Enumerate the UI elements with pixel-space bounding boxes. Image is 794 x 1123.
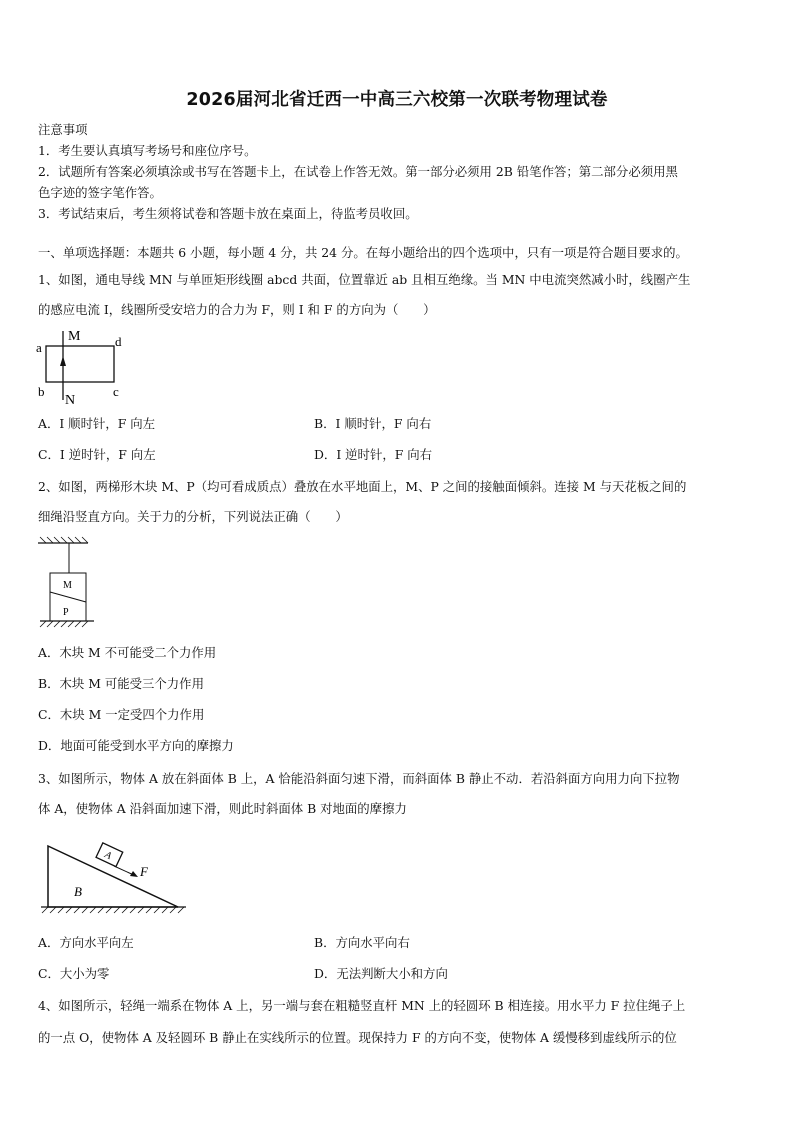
q1-option-a: A．I 顺时针，F 向左: [38, 416, 156, 431]
q3-option-b: B．方向水平向右: [314, 935, 410, 950]
question-1-line: 1、如图，通电导线 MN 与单匝矩形线圈 abcd 共面，位置靠近 ab 且相互绝缘。当 MN 中电流突然减小时，线圈产生: [38, 272, 691, 287]
q2-figure: [38, 537, 98, 633]
notice-item: 色字迹的签字笔作答。: [38, 185, 162, 200]
label-b: b: [38, 384, 45, 399]
label-F: F: [140, 864, 148, 879]
label-P: P: [63, 607, 69, 618]
label-M: M: [63, 580, 72, 591]
q3-option-a: A．方向水平向左: [38, 935, 134, 950]
q1-figure: [34, 326, 134, 406]
notice-heading: 注意事项: [38, 122, 88, 137]
q2-option-c: C．木块 M 一定受四个力作用: [38, 707, 205, 722]
q3-option-c: C．大小为零: [38, 966, 110, 981]
notice-item: 2．试题所有答案必须填涂或书写在答题卡上，在试卷上作答无效。第一部分必须用 2B 铅笔作答；第二部分必须用黑: [38, 164, 678, 179]
label-d: d: [115, 334, 122, 349]
q1-option-d: D．I 逆时针，F 向右: [314, 447, 433, 462]
q2-option-d: D．地面可能受到水平方向的摩擦力: [38, 738, 234, 753]
q3-option-d: D．无法判断大小和方向: [314, 966, 448, 981]
label-N: N: [65, 393, 76, 408]
q2-option-a: A．木块 M 不可能受二个力作用: [38, 645, 217, 660]
question-3-line: 体 A，使物体 A 沿斜面加速下滑，则此时斜面体 B 对地面的摩擦力: [38, 801, 407, 816]
question-3-line: 3、如图所示，物体 A 放在斜面体 B 上，A 恰能沿斜面匀速下滑，而斜面体 B 静止不动．若沿斜面方向用力向下拉物: [38, 771, 680, 786]
label-A: A: [102, 849, 114, 862]
section-heading: 一、单项选择题：本题共 6 小题，每小题 4 分，共 24 分。在每小题给出的四个选项中，只有一项是符合题目要求的。: [38, 245, 688, 260]
q1-option-b: B．I 顺时针，F 向右: [314, 416, 432, 431]
label-M: M: [68, 329, 81, 344]
question-1-line: 的感应电流 I，线圈所受安培力的合力为 F，则 I 和 F 的方向为（ ）: [38, 302, 436, 317]
question-2-line: 2、如图，两梯形木块 M、P（均可看成质点）叠放在水平地面上，M、P 之间的接触面倾斜。连接 M 与天花板之间的: [38, 479, 687, 494]
page-title: 2026届河北省迁西一中高三六校第一次联考物理试卷: [186, 90, 608, 110]
notice-item: 1．考生要认真填写考场号和座位序号。: [38, 143, 257, 158]
question-4-line: 的一点 O，使物体 A 及轻圆环 B 静止在实线所示的位置。现保持力 F 的方向不变，使物体 A 缓慢移到虚线所示的位: [38, 1030, 677, 1045]
notice-item: 3．考试结束后，考生须将试卷和答题卡放在桌面上，待监考员收回。: [38, 206, 418, 221]
q2-option-b: B．木块 M 可能受三个力作用: [38, 676, 204, 691]
q1-option-c: C．I 逆时针，F 向左: [38, 447, 156, 462]
label-c: c: [113, 384, 119, 399]
question-2-line: 细绳沿竖直方向。关于力的分析，下列说法正确（ ）: [38, 509, 348, 524]
label-B: B: [74, 884, 82, 899]
label-a: a: [36, 340, 42, 355]
q3-figure: [38, 840, 188, 916]
question-4-line: 4、如图所示，轻绳一端系在物体 A 上，另一端与套在粗糙竖直杆 MN 上的轻圆环 B 相连接。用水平力 F 拉住绳子上: [38, 998, 686, 1013]
